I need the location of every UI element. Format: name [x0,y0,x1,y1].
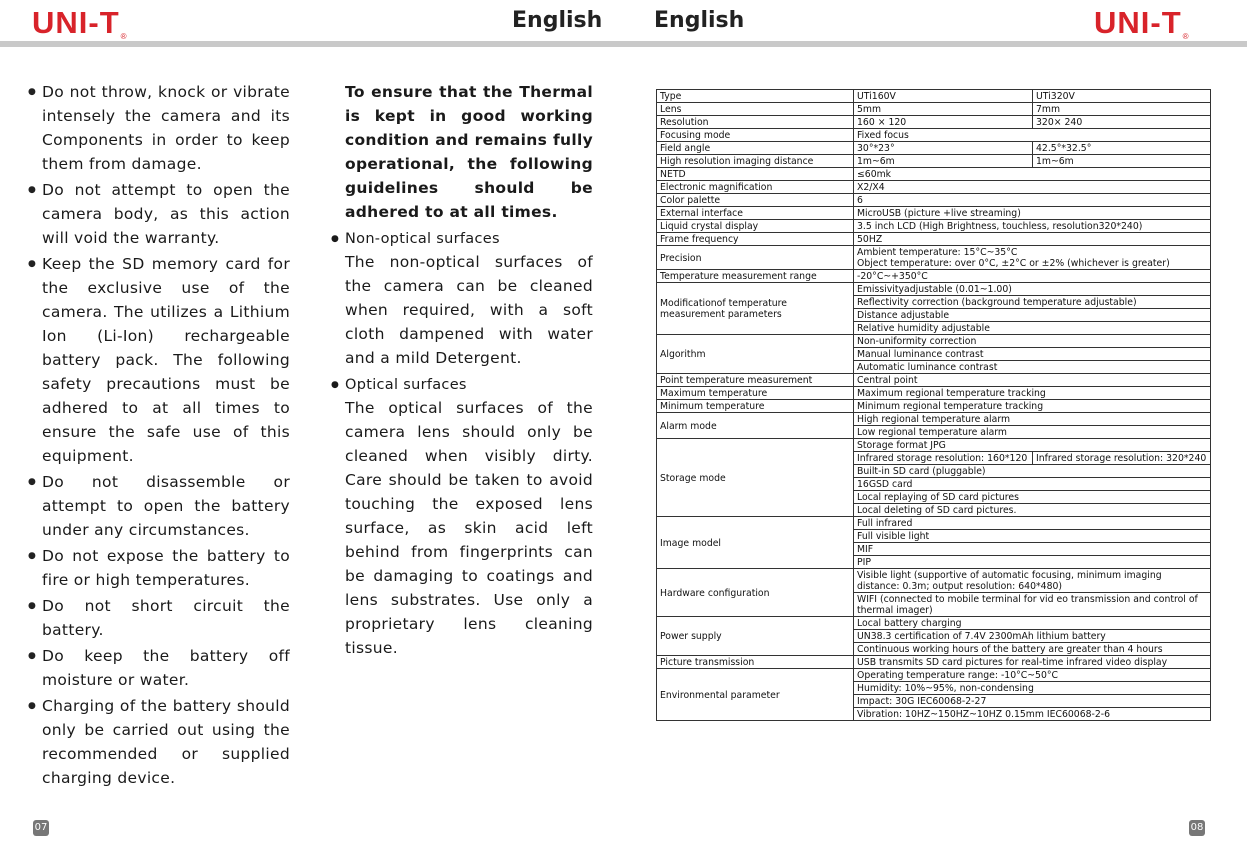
specification-table [656,89,1211,721]
spec-value: 50HZ [854,233,1211,246]
spec-value: 1m~6m [1033,155,1211,168]
spec-value: Visible light (supportive of automatic focusing, minimum imaging distance: 0.3m; output resolution: 640*480) [854,569,1211,593]
table-row [657,116,1211,129]
spec-value: Humidity: 10%~95%, non-condensing [854,682,1211,695]
spec-label: Environmental parameter [657,669,854,721]
safety-precautions-column [28,80,290,792]
spec-label: Storage mode [657,439,854,517]
table-row [657,617,1211,630]
spec-value: X2/X4 [854,181,1211,194]
spec-value: UN38.3 certification of 7.4V 2300mAh lithium battery [854,630,1211,643]
spec-value: 16GSD card [854,478,1211,491]
registered-mark: ® [1182,32,1190,41]
spec-value: 320× 240 [1033,116,1211,129]
table-row [657,142,1211,155]
spec-label: Algorithm [657,335,854,374]
spec-line: Ambient temperature: 15°C~35°C [857,247,1018,258]
table-row [657,246,1211,270]
spec-value: USB transmits SD card pictures for real-time infrared video display [854,656,1211,669]
spec-label: Maximum temperature [657,387,854,400]
spec-label: External interface [657,207,854,220]
spec-value: Fixed focus [854,129,1211,142]
spec-value: Full visible light [854,530,1211,543]
spec-value: Built-in SD card (pluggable) [854,465,1211,478]
table-row [657,413,1211,426]
spec-value: Central point [854,374,1211,387]
table-row [657,181,1211,194]
table-row [657,283,1211,296]
spec-value: UTi320V [1033,90,1211,103]
non-optical-heading: ● Non-optical surfaces [331,228,593,250]
spec-label: Modificationof temperature measurement parameters [657,283,854,335]
table-row [657,90,1211,103]
spec-value: Local deleting of SD card pictures. [854,504,1211,517]
spec-label: Temperature measurement range [657,270,854,283]
table-row [657,439,1211,452]
spec-value: Automatic luminance contrast [854,361,1211,374]
spec-line: Object temperature: over 0°C, ±2°C or ±2% (whichever is greater) [857,258,1170,269]
spec-label: Image model [657,517,854,569]
spec-value: 160 × 120 [854,116,1033,129]
page-number-right: 08 [1189,820,1205,836]
table-row [657,220,1211,233]
spec-value: ≤60mk [854,168,1211,181]
spec-label: Liquid crystal display [657,220,854,233]
spec-value: Relative humidity adjustable [854,322,1211,335]
bullet-item: ● Keep the SD memory card for the exclusive use of the camera. The utilizes a Lithium Ion (Li-Ion) rechargeable battery pack. The following safety precautions must be adhered to at all times to ensure the safe use of this equipment. [28,252,290,468]
spec-label: Power supply [657,617,854,656]
spec-label: Electronic magnification [657,181,854,194]
page-number-left: 07 [33,820,49,836]
spec-value: 6 [854,194,1211,207]
spec-value: Manual luminance contrast [854,348,1211,361]
table-row [657,207,1211,220]
bullet-item: ● Do not throw, knock or vibrate intensely the camera and its Components in order to keep them from damage. [28,80,290,176]
spec-label: Picture transmission [657,656,854,669]
spec-label: Minimum temperature [657,400,854,413]
spec-value: MIF [854,543,1211,556]
spec-value: WIFI (connected to mobile terminal for vid eo transmission and control of thermal imager) [854,593,1211,617]
table-row [657,569,1211,593]
spec-value: Low regional temperature alarm [854,426,1211,439]
bullet-item: ● Do not attempt to open the camera body, as this action will void the warranty. [28,178,290,250]
uni-t-logo-right [1094,5,1190,41]
spec-value: MicroUSB (picture +live streaming) [854,207,1211,220]
spec-value: Non-uniformity correction [854,335,1211,348]
optical-text: The optical surfaces of the camera lens should only be cleaned when visibly dirty. Care should be taken to avoid touching the exposed lens surface, as skin acid left behind from fingerprints can be damaging to coatings and lens substrates. Use only a proprietary lens cleaning tissue. [345,399,593,657]
table-row [657,400,1211,413]
spec-value: Full infrared [854,517,1211,530]
spec-value: 3.5 inch LCD (High Brightness, touchless, resolution320*240) [854,220,1211,233]
spec-label: Focusing mode [657,129,854,142]
bullet-item: ● Do not short circuit the battery. [28,594,290,642]
table-row [657,155,1211,168]
spec-label: Alarm mode [657,413,854,439]
header-divider-bar [0,41,1247,47]
spec-value: PIP [854,556,1211,569]
spec-label: Type [657,90,854,103]
spec-value: 42.5°*32.5° [1033,142,1211,155]
spec-label: High resolution imaging distance [657,155,854,168]
spec-label: Point temperature measurement [657,374,854,387]
spec-value: Reflectivity correction (background temperature adjustable) [854,296,1211,309]
spec-value: Minimum regional temperature tracking [854,400,1211,413]
spec-value: Vibration: 10HZ~150HZ~10HZ 0.15mm IEC60068-2-6 [854,708,1211,721]
spec-value: Local battery charging [854,617,1211,630]
spec-label: NETD [657,168,854,181]
logo-text: UNI-T [32,5,120,40]
table-row [657,270,1211,283]
table-row [657,387,1211,400]
optical-heading: ● Optical surfaces [331,374,593,396]
table-row [657,374,1211,387]
bullet-item: ● Do not disassemble or attempt to open the battery under any circumstances. [28,470,290,542]
spec-label: Field angle [657,142,854,155]
spec-value: Emissivityadjustable (0.01~1.00) [854,283,1211,296]
table-row [657,103,1211,116]
spec-value: Storage format JPG [854,439,1211,452]
page-title-right: English [654,8,745,33]
bullet-item: ● Charging of the battery should only be carried out using the recommended or supplied charging device. [28,694,290,790]
maintenance-column [331,80,593,664]
non-optical-text: The non-optical surfaces of the camera can be cleaned when required, with a soft cloth dampened with water and a mild Detergent. [345,253,593,367]
spec-value: 30°*23° [854,142,1033,155]
table-row [657,656,1211,669]
spec-value: 1m~6m [854,155,1033,168]
table-row [657,517,1211,530]
table-row [657,129,1211,142]
spec-value: Infrared storage resolution: 160*120 [854,452,1033,465]
table-row [657,233,1211,246]
spec-value: Maximum regional temperature tracking [854,387,1211,400]
spec-value: Operating temperature range: -10°C~50°C [854,669,1211,682]
spec-value: Local replaying of SD card pictures [854,491,1211,504]
spec-value: Continuous working hours of the battery are greater than 4 hours [854,643,1211,656]
spec-label: Lens [657,103,854,116]
spec-value: 5mm [854,103,1033,116]
spec-label: Frame frequency [657,233,854,246]
spec-value: High regional temperature alarm [854,413,1211,426]
table-row [657,194,1211,207]
spec-value: Impact: 30G IEC60068-2-27 [854,695,1211,708]
spec-value: Distance adjustable [854,309,1211,322]
page-title-left: English [512,8,603,33]
spec-value: UTi160V [854,90,1033,103]
bullet-item: ● Do keep the battery off moisture or water. [28,644,290,692]
spec-value: 7mm [1033,103,1211,116]
table-row [657,335,1211,348]
table-row [657,669,1211,682]
table-row [657,168,1211,181]
maintenance-intro: To ensure that the Thermal is kept in good working condition and remains fully operational, the following guidelines should be adhered to at all times. [345,83,593,221]
spec-value: -20°C~+350°C [854,270,1211,283]
bullet-item: ● Do not expose the battery to fire or high temperatures. [28,544,290,592]
spec-label: Resolution [657,116,854,129]
spec-value [854,246,1211,270]
spec-label: Hardware configuration [657,569,854,617]
logo-text: UNI-T [1094,5,1182,40]
spec-value: Infrared storage resolution: 320*240 [1033,452,1211,465]
spec-label: Color palette [657,194,854,207]
registered-mark: ® [120,32,128,41]
uni-t-logo-left [32,5,128,41]
spec-label: Precision [657,246,854,270]
